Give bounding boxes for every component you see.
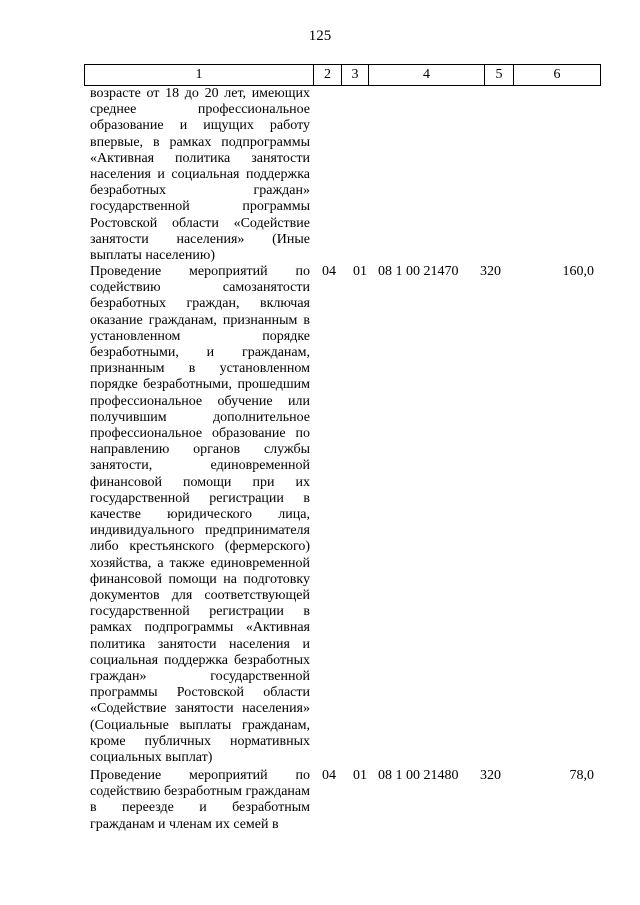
row-section-code: 04: [322, 264, 336, 279]
column-header-3: 3: [342, 65, 369, 86]
row-subsection-code: 01: [353, 768, 367, 783]
row-description: Проведение мероприятий по содействию безработным гражданам в переезде и безработным гражданам и членам их семей в: [90, 768, 310, 832]
row-description: Проведение мероприятий по содействию самозанятости безработных граждан, включая оказание гражданам, признанным в установленном порядке безработными, и гражданам, признанным в установленном порядке безработными, прошедшим профессиональное обучение или получившим дополнительное профессиональное образование по направлению органов службы занятости, единовременной финансовой помощи при их государственной регистрации в качестве юридического лица, индивидуального предпринимателя либо крестьянского (фермерского) хозяйства, а также единовременной финансовой помощи на подготовку документов для соответствующей государственной регистрации в рамках подпрограммы «Активная политика занятости населения и социальная поддержка безработных граждан» государственной программы Ростовской области «Содействие занятости населения» (Социальные выплаты гражданам, кроме публичных нормативных социальных выплат): [90, 264, 310, 766]
row-amount: 160,0: [562, 264, 594, 279]
row-expense-type-code: 320: [480, 768, 501, 783]
column-header-6: 6: [514, 65, 601, 86]
row-target-article-code: 08 1 00 21470: [378, 264, 459, 279]
row-amount: 78,0: [569, 768, 594, 783]
page-number: 125: [308, 28, 332, 44]
table-header-row: [84, 64, 601, 86]
row-expense-type-code: 320: [480, 264, 501, 279]
row-target-article-code: 08 1 00 21480: [378, 768, 459, 783]
row-subsection-code: 01: [353, 264, 367, 279]
row-description: возрасте от 18 до 20 лет, имеющих среднее профессиональное образование и ищущих работу впервые, в рамках подпрограммы «Активная политика занятости населения и социальная поддержка безработных граждан» государственной программы Ростовской области «Содействие занятости населения» (Иные выплаты населению): [90, 86, 310, 264]
column-header-4: 4: [369, 65, 485, 86]
row-section-code: 04: [322, 768, 336, 783]
column-header-5: 5: [485, 65, 514, 86]
column-header-1: 1: [85, 65, 314, 86]
column-header-2: 2: [314, 65, 342, 86]
